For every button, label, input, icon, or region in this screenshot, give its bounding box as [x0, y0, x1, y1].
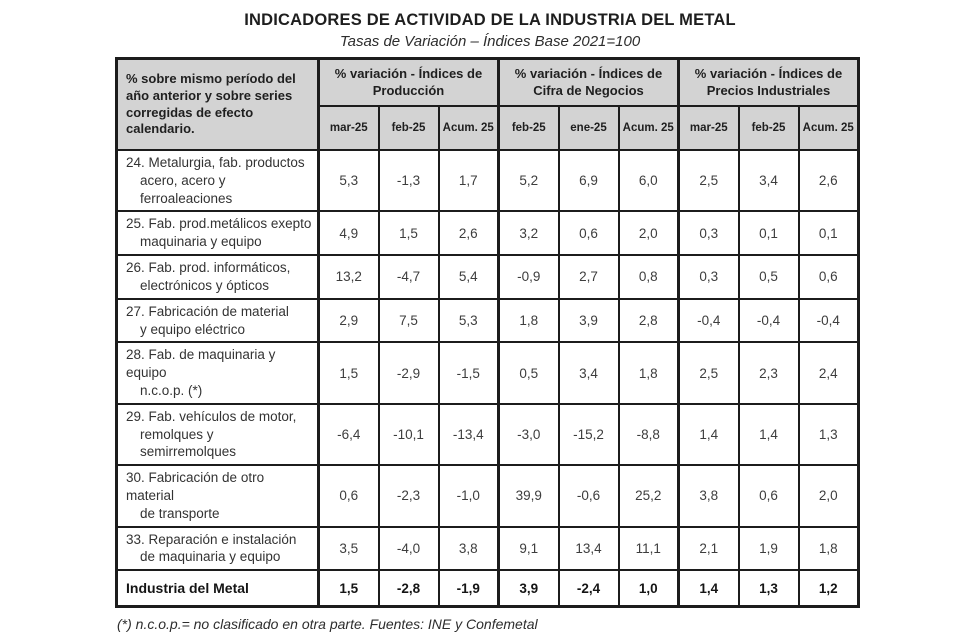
- cell: -10,1: [379, 404, 439, 465]
- cell: 1,9: [739, 527, 799, 571]
- cell: -1,3: [379, 150, 439, 211]
- group-header-row: [117, 59, 859, 107]
- cell: -0,4: [679, 299, 739, 343]
- cell: 1,0: [619, 570, 679, 606]
- row-label: 24. Metalurgia, fab. productos acero, acero y ferroaleaciones: [117, 150, 319, 211]
- page-title: INDICADORES DE ACTIVIDAD DE LA INDUSTRIA DEL METAL: [244, 11, 736, 29]
- cell: 2,0: [619, 211, 679, 255]
- cell: 5,4: [439, 255, 499, 299]
- cell: 0,3: [679, 255, 739, 299]
- cell: -0,4: [739, 299, 799, 343]
- cell: 3,9: [559, 299, 619, 343]
- row-label: 26. Fab. prod. informáticos, electrónicos y ópticos: [117, 255, 319, 299]
- cell: 2,9: [319, 299, 379, 343]
- row-label: 25. Fab. prod.metálicos exepto maquinaria y equipo: [117, 211, 319, 255]
- cell: 13,2: [319, 255, 379, 299]
- cell: 2,4: [799, 342, 859, 403]
- cell: -15,2: [559, 404, 619, 465]
- cell: -4,7: [379, 255, 439, 299]
- cell: 2,5: [679, 150, 739, 211]
- indicators-table: [115, 57, 860, 608]
- table-row-24: [117, 150, 859, 211]
- cell: 6,9: [559, 150, 619, 211]
- row-label: 33. Reparación e instalación de maquinaria y equipo: [117, 527, 319, 571]
- column-header-cifra-acum25: Acum. 25: [619, 106, 679, 150]
- column-header-precios-mar25: mar-25: [679, 106, 739, 150]
- column-header-precios-feb25: feb-25: [739, 106, 799, 150]
- cell: 6,0: [619, 150, 679, 211]
- cell: 1,8: [499, 299, 559, 343]
- row-label: 27. Fabricación de material y equipo eléctrico: [117, 299, 319, 343]
- cell: -13,4: [439, 404, 499, 465]
- cell: 2,3: [739, 342, 799, 403]
- footnote: (*) n.c.o.p.= no clasificado en otra parte. Fuentes: INE y Confemetal: [117, 615, 538, 632]
- cell: 39,9: [499, 465, 559, 526]
- cell: 2,6: [799, 150, 859, 211]
- cell: -2,3: [379, 465, 439, 526]
- cell: -0,6: [559, 465, 619, 526]
- cell: 1,5: [319, 342, 379, 403]
- cell: 2,8: [619, 299, 679, 343]
- cell: 0,6: [799, 255, 859, 299]
- table-row-26: [117, 255, 859, 299]
- cell: 2,1: [679, 527, 739, 571]
- cell: 3,8: [439, 527, 499, 571]
- cell: 1,4: [679, 570, 739, 606]
- cell: 25,2: [619, 465, 679, 526]
- cell: 0,6: [559, 211, 619, 255]
- cell: -1,9: [439, 570, 499, 606]
- group-header-cifra-negocios: % variación - Índices de Cifra de Negocios: [499, 59, 679, 107]
- cell: 1,5: [379, 211, 439, 255]
- cell: -4,0: [379, 527, 439, 571]
- row-label: 30. Fabricación de otro material de transporte: [117, 465, 319, 526]
- cell: 0,3: [679, 211, 739, 255]
- table-row-27: [117, 299, 859, 343]
- cell: -0,9: [499, 255, 559, 299]
- cell: 3,8: [679, 465, 739, 526]
- column-header-cifra-feb25: feb-25: [499, 106, 559, 150]
- cell: 1,3: [799, 404, 859, 465]
- column-header-produccion-acum25: Acum. 25: [439, 106, 499, 150]
- cell: 0,1: [739, 211, 799, 255]
- table-row-28: [117, 342, 859, 403]
- cell: 1,5: [319, 570, 379, 606]
- cell: 0,5: [499, 342, 559, 403]
- cell: -1,5: [439, 342, 499, 403]
- cell: 1,3: [739, 570, 799, 606]
- total-row-label: Industria del Metal: [117, 570, 319, 606]
- cell: 3,2: [499, 211, 559, 255]
- cell: 1,7: [439, 150, 499, 211]
- cell: -3,0: [499, 404, 559, 465]
- cell: 5,2: [499, 150, 559, 211]
- cell: 1,4: [739, 404, 799, 465]
- row-axis-header: % sobre mismo período del año anterior y sobre series corregidas de efecto calendario.: [117, 59, 319, 151]
- group-header-produccion: % variación - Índices de Producción: [319, 59, 499, 107]
- table-row-total: [117, 570, 859, 606]
- cell: -2,8: [379, 570, 439, 606]
- row-label: 29. Fab. vehículos de motor, remolques y semirremolques: [117, 404, 319, 465]
- cell: 3,5: [319, 527, 379, 571]
- cell: 0,5: [739, 255, 799, 299]
- table-row-25: [117, 211, 859, 255]
- cell: -6,4: [319, 404, 379, 465]
- column-header-cifra-ene25: ene-25: [559, 106, 619, 150]
- cell: 1,8: [619, 342, 679, 403]
- cell: -2,4: [559, 570, 619, 606]
- table-row-33: [117, 527, 859, 571]
- row-label: 28. Fab. de maquinaria y equipo n.c.o.p. (*): [117, 342, 319, 403]
- cell: 9,1: [499, 527, 559, 571]
- cell: 5,3: [319, 150, 379, 211]
- column-header-precios-acum25: Acum. 25: [799, 106, 859, 150]
- cell: 0,6: [739, 465, 799, 526]
- cell: -0,4: [799, 299, 859, 343]
- table-row-29: [117, 404, 859, 465]
- cell: 3,4: [559, 342, 619, 403]
- cell: -1,0: [439, 465, 499, 526]
- cell: 7,5: [379, 299, 439, 343]
- cell: 3,4: [739, 150, 799, 211]
- column-header-produccion-mar25: mar-25: [319, 106, 379, 150]
- cell: 2,6: [439, 211, 499, 255]
- group-header-precios-industriales: % variación - Índices de Precios Industriales: [679, 59, 859, 107]
- cell: 11,1: [619, 527, 679, 571]
- cell: -2,9: [379, 342, 439, 403]
- column-header-produccion-feb25: feb-25: [379, 106, 439, 150]
- cell: 4,9: [319, 211, 379, 255]
- cell: 13,4: [559, 527, 619, 571]
- cell: 2,7: [559, 255, 619, 299]
- cell: 2,0: [799, 465, 859, 526]
- cell: 0,8: [619, 255, 679, 299]
- cell: -8,8: [619, 404, 679, 465]
- page-subtitle: Tasas de Variación – Índices Base 2021=100: [339, 33, 641, 50]
- cell: 1,4: [679, 404, 739, 465]
- cell: 5,3: [439, 299, 499, 343]
- cell: 0,1: [799, 211, 859, 255]
- table-row-30: [117, 465, 859, 526]
- cell: 3,9: [499, 570, 559, 606]
- cell: 0,6: [319, 465, 379, 526]
- cell: 1,8: [799, 527, 859, 571]
- cell: 2,5: [679, 342, 739, 403]
- cell: 1,2: [799, 570, 859, 606]
